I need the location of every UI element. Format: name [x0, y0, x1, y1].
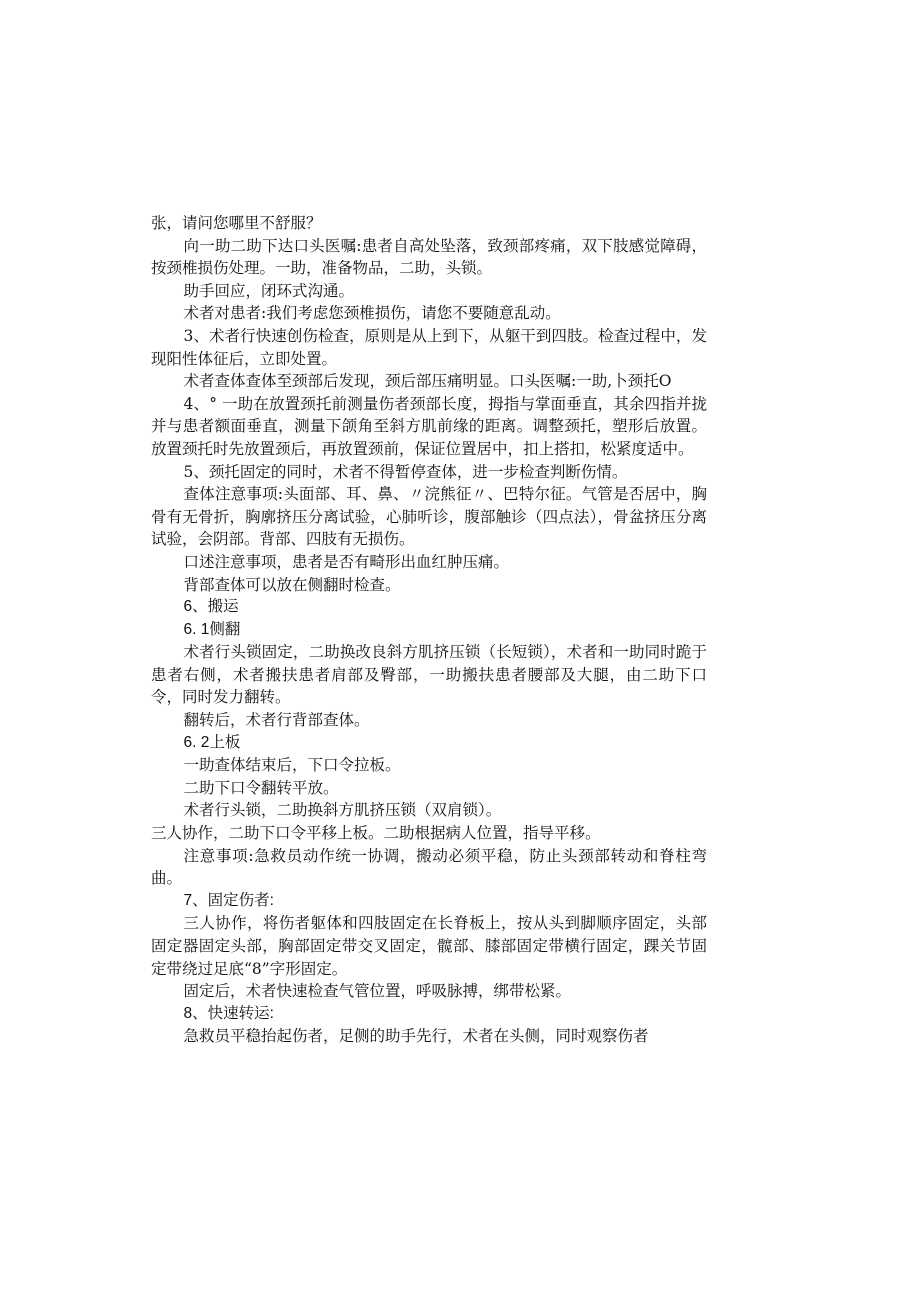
paragraph-continuation: 张，请问您哪里不舒服？: [151, 214, 322, 232]
paragraph-exam-notes: 查体注意事项:头面部、耳、鼻、〃浣熊征〃、巴特尔征。气管是否居中，胸骨有无骨折，胸廓挤压分离试验，心肺听诊，腹部触诊（四点法），骨盆挤压分离试验，会阴部。背部、四肢有无损伤。: [151, 485, 707, 549]
paragraph-head-lock: 术者行头锁，二助换斜方肌挤压锁（双肩锁）。: [183, 801, 502, 820]
paragraph-neck-exam: 术者查体查体至颈部后发现，颈后部压痛明显。口头医嘱:一助,卜颈托O: [183, 372, 672, 391]
paragraph-to-patient: 术者对患者:我们考虑您颈椎损伤，请您不要随意乱动。: [183, 304, 561, 323]
heading-step-8: 8、快速转运:: [183, 1004, 274, 1022]
paragraph-step-3: 3、术者行快速创伤检查，原则是从上到下，从躯干到四肢。检查过程中，发现阳性体征后，立即处置。: [151, 326, 707, 368]
paragraph-caution: 注意事项:急救员动作统一协调，搬动必须平稳，防止头颈部转动和脊柱弯曲。: [151, 846, 707, 888]
paragraph-transport: 急救员平稳抬起伤者，足侧的助手先行，术者在头侧，同时观察伤者: [183, 1027, 649, 1046]
heading-step-6: 6、搬运: [183, 598, 239, 616]
heading-step-7: 7、固定伤者:: [183, 891, 274, 909]
paragraph-oral-notes: 口述注意事项，患者是否有畸形出血红肿压痛。: [183, 552, 510, 571]
heading-step-6-2: 6. 2上板: [183, 733, 241, 751]
document-page: [151, 212, 707, 1048]
paragraph-back-exam: 背部查体可以放在侧翻时检查。: [183, 575, 401, 594]
paragraph-side-roll: 术者行头锁固定，二助换改良斜方肌挤压锁（长短锁），术者和一助同时跪于患者右侧，术者搬扶患者肩部及臀部，一助搬扶患者腰部及大腿，由二助下口令，同时发力翻转。: [151, 643, 707, 707]
paragraph-after-fixation: 固定后，术者快速检查气管位置，呼吸脉搏，绑带松紧。: [183, 982, 572, 1001]
paragraph-flip-flat: 二助下口令翻转平放。: [183, 778, 339, 797]
paragraph-step-4: 4、° 一助在放置颈托前测量伤者颈部长度，拇指与掌面垂直，其余四指并拢并与患者额面垂直，测量下颌角至斜方肌前缘的距离。调整颈托，塑形后放置。放置颈托时先放置颈后，再放置颈前，保证位置居中，扣上搭扣，松紧度适中。: [151, 394, 707, 458]
paragraph-step-5: 5、颈托固定的同时，术者不得暂停查体，进一步检查判断伤情。: [183, 462, 628, 481]
paragraph-verbal-order: 向一助二助下达口头医嘱:患者自高处坠落，致颈部疼痛，双下肢感觉障碍，按颈椎损伤处理。一助，准备物品，二助，头锁。: [151, 236, 707, 278]
paragraph-pull-board: 一助查体结束后，下口令拉板。: [183, 756, 401, 775]
paragraph-after-roll: 翻转后，术者行背部查体。: [183, 711, 370, 730]
paragraph-three-person: 三人协作，二助下口令平移上板。二助根据病人位置，指导平移。: [151, 824, 601, 843]
paragraph-assistant-response: 助手回应，闭环式沟通。: [183, 281, 355, 300]
heading-step-6-1: 6. 1侧翻: [183, 620, 241, 638]
paragraph-fixation: 三人协作，将伤者躯体和四肢固定在长脊板上，按从头到脚顺序固定，头部固定器固定头部，胸部固定带交叉固定，髋部、膝部固定带横行固定，踝关节固定带绕过足底“8”字形固定。: [151, 914, 707, 978]
